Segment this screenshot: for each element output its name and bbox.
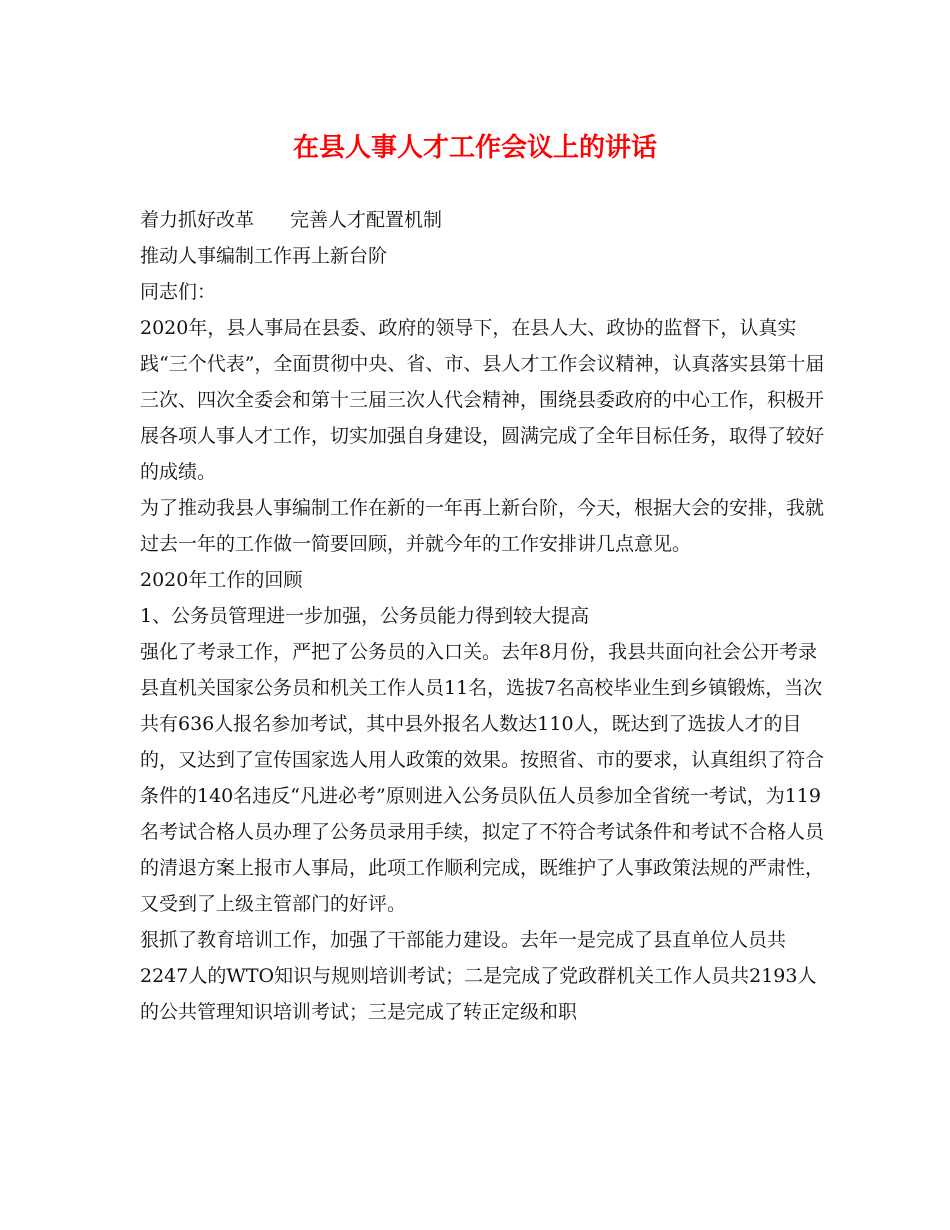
salutation: 同志们：	[140, 281, 217, 303]
paragraph-intro: 2020年，县人事局在县委、政府的领导下，在县人大、政协的监督下，认真实践“三个代表”，全面贯彻中央、省、市、县人才工作会议精神，认真落实县第十届三次、四次全委会和第十三届三次人代会精神，围绕县委政府的中心工作，积极开展各项人事人才工作，切实加强自身建设，圆满完成了全年目标任务，取得了较好的成绩。	[140, 317, 825, 483]
subtitle-part-2: 完善人才配置机制	[290, 209, 443, 231]
subtitle-line-2: 推动人事编制工作再上新台阶	[140, 245, 388, 267]
subtitle-line-1	[140, 202, 830, 238]
subsection-heading: 1、公务员管理进一步加强，公务员能力得到较大提高	[140, 605, 590, 627]
paragraph-recruitment: 强化了考录工作，严把了公务员的入口关。去年8月份，我县共面向社会公开考录县直机关国家公务员和机关工作人员11名，选拔7名高校毕业生到乡镇锻炼，当次共有636人报名参加考试，其中县外报名人数达110人，既达到了选拔人才的目的，又达到了宣传国家选人用人政策的效果。按照省、市的要求，认真组织了符合条件的140名违反“凡进必考”原则进入公务员队伍人员参加全省统一考试，为119名考试合格人员办理了公务员录用手续，拟定了不符合考试条件和考试不合格人员的清退方案上报市人事局，此项工作顺利完成，既维护了人事政策法规的严肃性，又受到了上级主管部门的好评。	[140, 641, 825, 915]
paragraph-purpose: 为了推动我县人事编制工作在新的一年再上新台阶，今天，根据大会的安排，我就过去一年的工作做一简要回顾，并就今年的工作安排讲几点意见。	[140, 497, 825, 555]
document-title: 在县人事人才工作会议上的讲话	[292, 133, 657, 163]
paragraph-training: 狠抓了教育培训工作，加强了干部能力建设。去年一是完成了县直单位人员共2247人的WTO知识与规则培训考试；二是完成了党政群机关工作人员共2193人的公共管理知识培训考试；三是完成了转正定级和职	[140, 929, 817, 1023]
section-heading: 2020年工作的回顾	[140, 569, 303, 591]
subtitle-part-1: 着力抓好改革	[140, 209, 255, 231]
document-body	[140, 202, 830, 1030]
